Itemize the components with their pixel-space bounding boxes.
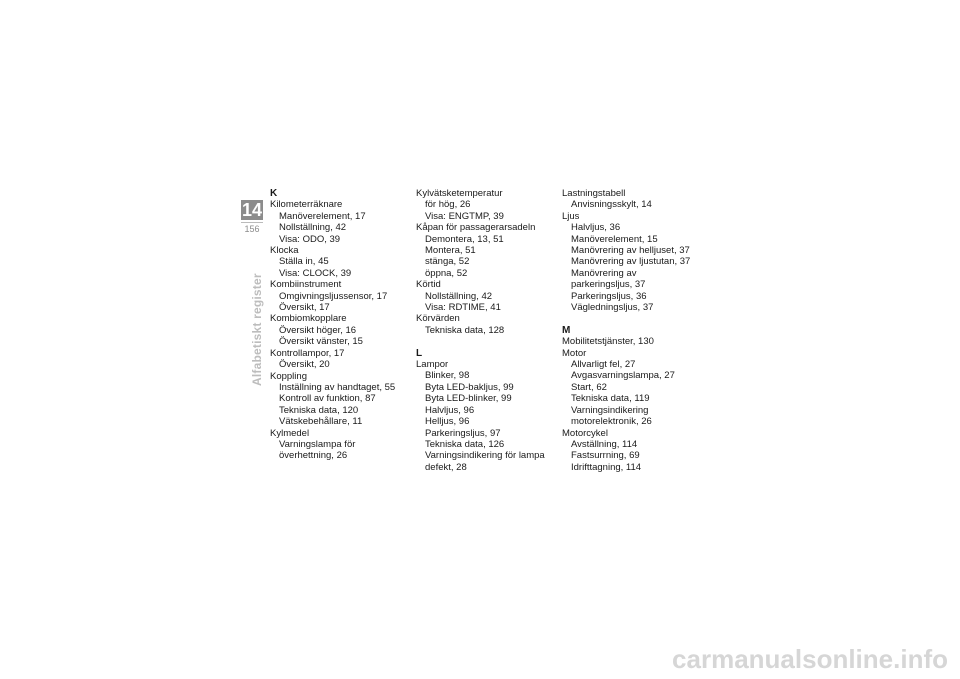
- index-entry: Lampor: [416, 359, 449, 371]
- index-subentry: Tekniska data, 119: [571, 393, 650, 405]
- index-subentry: Start, 62: [571, 381, 607, 393]
- section-gap: [562, 313, 712, 324]
- index-subentry: Allvarligt fel, 27: [571, 359, 636, 371]
- index-subentry: Anvisningsskylt, 14: [571, 199, 652, 211]
- index-entry: Motorcykel: [562, 427, 608, 439]
- index-subentry: Manövrering av helljuset, 37: [571, 245, 690, 257]
- index-entry: Ljus: [562, 210, 580, 222]
- index-subentry: Manöverelement, 17: [279, 210, 366, 222]
- index-entry: Kåpan för passagerarsadeln: [416, 222, 536, 234]
- index-subentry: Blinker, 98: [425, 370, 470, 382]
- index-letter: K: [270, 188, 278, 199]
- index-entry: Kilometerräknare: [270, 199, 343, 211]
- index-subentry: defekt, 28: [425, 461, 467, 473]
- index-entry: Mobilitetstjänster, 130: [562, 336, 654, 348]
- index-subentry: Kontroll av funktion, 87: [279, 393, 376, 405]
- index-entry: Motor: [562, 347, 587, 359]
- index-subentry: Manöverelement, 15: [571, 233, 658, 245]
- index-subentry: Översikt vänster, 15: [279, 336, 363, 348]
- index-subentry: Parkeringsljus, 36: [571, 290, 647, 302]
- index-subentry: Översikt höger, 16: [279, 324, 357, 336]
- index-subentry: Visa: ODO, 39: [279, 233, 341, 245]
- index-subentry: Halvljus, 96: [425, 404, 475, 416]
- index-subentry: Översikt, 20: [279, 359, 330, 371]
- index-subentry: Halvljus, 36: [571, 222, 621, 234]
- index-subentry: Helljus, 96: [425, 416, 470, 428]
- index-letter: L: [416, 347, 423, 359]
- index-subentry: Nollställning, 42: [279, 222, 347, 234]
- index-subentry: Avgasvarningslampa, 27: [571, 370, 675, 382]
- index-subentry: Vätskebehållare, 11: [279, 416, 363, 428]
- index-subentry: Manövrering av: [571, 267, 637, 279]
- index-subentry: Översikt, 17: [279, 302, 330, 314]
- chapter-title: Alfabetiskt register: [250, 273, 264, 386]
- index-subentry: Parkeringsljus, 97: [425, 427, 501, 439]
- index-subentry: Idrifttagning, 114: [571, 461, 642, 473]
- index-entry: Koppling: [270, 370, 307, 382]
- index-subentry: parkeringsljus, 37: [571, 279, 646, 291]
- chapter-tab: [241, 200, 263, 234]
- index-column-3: [562, 188, 712, 473]
- index-subentry: Demontera, 13, 51: [425, 233, 504, 245]
- index-subentry: Vägledningsljus, 37: [571, 302, 654, 314]
- index-subentry: Manövrering av ljustutan, 37: [571, 256, 691, 268]
- index-subentry: Avställning, 114: [571, 438, 638, 450]
- index-subentry: Fastsurrning, 69: [571, 450, 640, 462]
- index-subentry: Visa: CLOCK, 39: [279, 267, 352, 279]
- index-subentry: Visa: ENGTMP, 39: [425, 210, 504, 222]
- index-subentry: för hög, 26: [425, 199, 471, 211]
- index-entry: Kylvätsketemperatur: [416, 188, 503, 199]
- chapter-number: 14: [241, 200, 263, 220]
- index-subentry: Tekniska data, 128: [425, 324, 505, 336]
- index-subentry: Varningsindikering för lampa: [425, 450, 545, 462]
- page-number: 156: [241, 222, 263, 234]
- index-subentry: Visa: RDTIME, 41: [425, 302, 501, 314]
- index-entry: Klocka: [270, 245, 299, 257]
- index-column-2: [416, 188, 566, 473]
- index-entry: Körvärden: [416, 313, 460, 325]
- index-letter: M: [562, 324, 571, 336]
- index-subentry: överhettning, 26: [279, 450, 348, 462]
- section-gap: [416, 336, 566, 347]
- index-subentry: Byta LED-bakljus, 99: [425, 381, 514, 393]
- index-subentry: motorelektronik, 26: [571, 416, 652, 428]
- index-subentry: Varningsindikering: [571, 404, 649, 416]
- index-subentry: Varningslampa för: [279, 438, 356, 450]
- index-subentry: Byta LED-blinker, 99: [425, 393, 512, 405]
- index-entry: Lastningstabell: [562, 188, 626, 199]
- index-subentry: Ställa in, 45: [279, 256, 329, 268]
- index-entry: Kombiomkopplare: [270, 313, 347, 325]
- index-entry: Körtid: [416, 279, 441, 291]
- index-subentry: öppna, 52: [425, 267, 468, 279]
- index-entry: Kylmedel: [270, 427, 310, 439]
- index-subentry: Inställning av handtaget, 55: [279, 381, 396, 393]
- index-subentry: Tekniska data, 126: [425, 438, 505, 450]
- index-entry: Kombiinstrument: [270, 279, 342, 291]
- index-column-1: [270, 188, 420, 462]
- index-subentry: Tekniska data, 120: [279, 404, 359, 416]
- index-subentry: Nollställning, 42: [425, 290, 493, 302]
- index-subentry: Montera, 51: [425, 245, 476, 257]
- watermark: carmanualsonline.info: [672, 644, 948, 674]
- index-subentry: stänga, 52: [425, 256, 470, 268]
- index-entry: Kontrollampor, 17: [270, 347, 345, 359]
- index-subentry: Omgivningsljussensor, 17: [279, 290, 388, 302]
